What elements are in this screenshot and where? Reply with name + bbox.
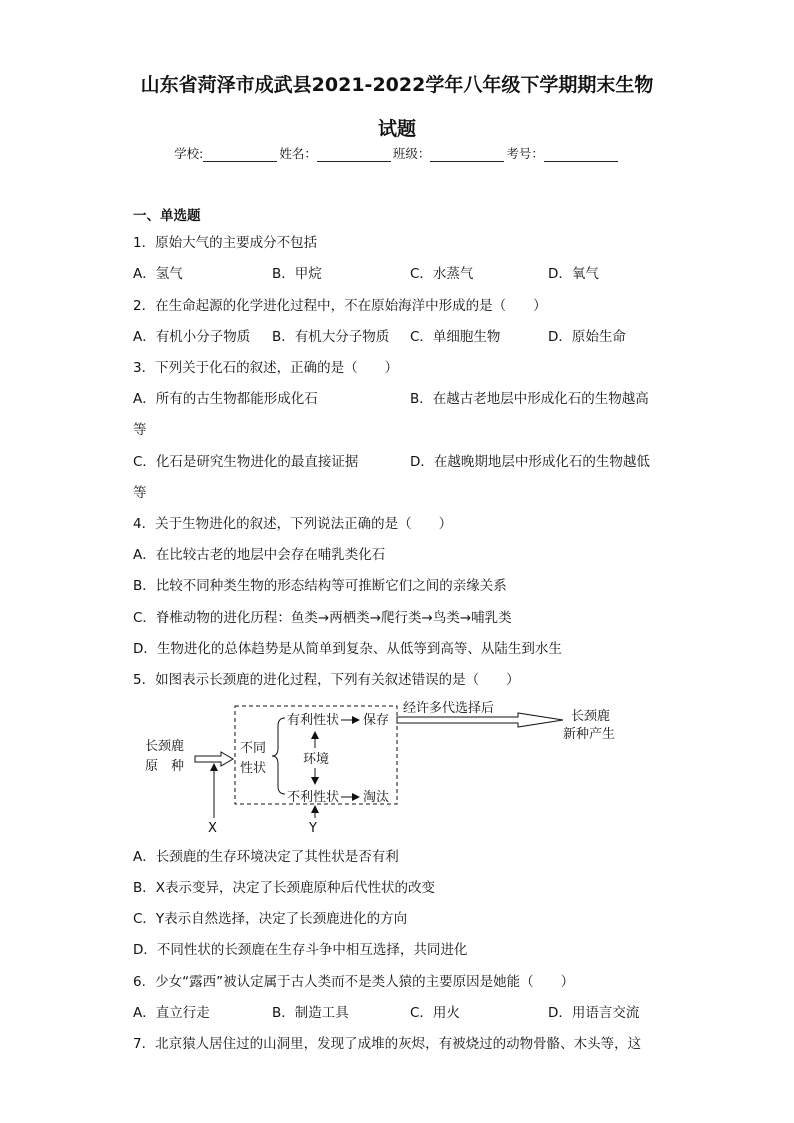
q3-option-b[interactable]: B．在越古老地层中形成化石的生物越高	[410, 391, 649, 407]
section-heading: 一、单选题	[133, 208, 201, 224]
diagram-hollow-arrow-1	[195, 752, 233, 766]
q4-option-c[interactable]: C．脊椎动物的进化历程：鱼类→两栖类→爬行类→鸟类→哺乳类	[133, 610, 512, 626]
student-info-fields	[0, 144, 794, 162]
q6-option-b[interactable]: B．制造工具	[272, 1005, 349, 1021]
number-blank[interactable]	[544, 147, 618, 162]
diagram-x-label: X	[208, 821, 217, 836]
q1-option-c[interactable]: C．水蒸气	[410, 266, 474, 282]
q4-option-d[interactable]: D．生物进化的总体趋势是从简单到复杂、从低等到高等、从陆生到水生	[133, 641, 562, 657]
q3-option-b-continued: 等	[133, 422, 147, 438]
name-blank[interactable]	[317, 147, 391, 162]
q4-stem: 4．关于生物进化的叙述，下列说法正确的是（ ）	[133, 516, 453, 532]
diagram-diff-label-2: 性状	[240, 761, 267, 776]
diagram-origin-label-1: 长颈鹿	[145, 739, 185, 754]
q6-option-c[interactable]: C．用火	[410, 1005, 460, 1021]
school-blank[interactable]	[203, 147, 277, 162]
q6-option-a[interactable]: A．直立行走	[133, 1005, 210, 1021]
q1-stem: 1．原始大气的主要成分不包括	[133, 235, 318, 251]
diagram-diff-label-1: 不同	[240, 741, 267, 756]
q2-option-a[interactable]: A．有机小分子物质	[133, 329, 251, 345]
class-label: 班级：	[392, 146, 431, 161]
diagram-good-trait: 有利性状	[287, 713, 340, 728]
q5-option-b[interactable]: B．X表示变异，决定了长颈鹿原种后代性状的改变	[133, 880, 436, 896]
diagram-y-label: Y	[309, 821, 317, 836]
number-label: 考号：	[506, 146, 544, 161]
diagram-selection-label: 经许多代选择后	[403, 701, 495, 716]
diagram-new-label-1: 长颈鹿	[571, 709, 611, 724]
number-field[interactable]	[506, 144, 620, 162]
q5-option-d[interactable]: D．不同性状的长颈鹿在生存斗争中相互选择，共同进化	[133, 942, 468, 958]
exam-title-line1: 山东省菏泽市成武县2021-2022学年八年级下学期期末生物	[140, 74, 654, 96]
school-label: 学校:	[174, 146, 204, 161]
class-field[interactable]	[393, 144, 507, 162]
q5-option-c[interactable]: C．Y表示自然选择，决定了长颈鹿进化的方向	[133, 911, 408, 927]
diagram-origin-label-2: 原 种	[145, 759, 185, 774]
q5-stem: 5．如图表示长颈鹿的进化过程，下列有关叙述错误的是（ ）	[133, 672, 520, 688]
q2-option-d[interactable]: D．原始生命	[548, 329, 626, 345]
q1-option-d[interactable]: D．氧气	[548, 266, 599, 282]
q6-option-d[interactable]: D．用语言交流	[548, 1005, 640, 1021]
school-field[interactable]	[174, 144, 279, 162]
q5-option-a[interactable]: A．长颈鹿的生存环境决定了其性状是否有利	[133, 849, 399, 865]
q3-option-d-continued: 等	[133, 485, 147, 501]
exam-title-line2: 试题	[377, 118, 416, 140]
q3-option-d[interactable]: D．在越晚期地层中形成化石的生物越低	[410, 454, 650, 470]
q3-option-c[interactable]: C．化石是研究生物进化的最直接证据	[133, 454, 359, 470]
diagram-environment: 环境	[303, 752, 330, 767]
q4-option-a[interactable]: A．在比较古老的地层中会存在哺乳类化石	[133, 547, 386, 563]
q2-option-b[interactable]: B．有机大分子物质	[272, 329, 390, 345]
diagram-preserve: 保存	[363, 713, 390, 728]
name-field[interactable]	[279, 144, 393, 162]
q7-stem: 7．北京猿人居住过的山洞里，发现了成堆的灰烬，有被烧过的动物骨骼、木头等，这	[133, 1036, 642, 1052]
q1-option-b[interactable]: B．甲烷	[272, 266, 322, 282]
diagram-bad-trait: 不利性状	[287, 790, 340, 805]
diagram-eliminate: 淘汰	[363, 790, 390, 805]
diagram-brace	[272, 718, 285, 794]
q2-stem: 2．在生命起源的化学进化过程中，不在原始海洋中形成的是（ ）	[133, 298, 547, 314]
diagram-new-label-2: 新种产生	[563, 727, 616, 742]
q1-option-a[interactable]: A．氢气	[133, 266, 183, 282]
q6-stem: 6．少女“露西”被认定属于古人类而不是类人猿的主要原因是她能（ ）	[133, 974, 575, 990]
q3-stem: 3．下列关于化石的叙述，正确的是（ ）	[133, 360, 399, 376]
q3-option-a[interactable]: A．所有的古生物都能形成化石	[133, 391, 318, 407]
name-label: 姓名：	[279, 146, 317, 161]
q4-option-b[interactable]: B．比较不同种类生物的形态结构等可推断它们之间的亲缘关系	[133, 578, 507, 594]
giraffe-evolution-diagram	[133, 700, 653, 840]
q2-option-c[interactable]: C．单细胞生物	[410, 329, 501, 345]
class-blank[interactable]	[430, 147, 504, 162]
